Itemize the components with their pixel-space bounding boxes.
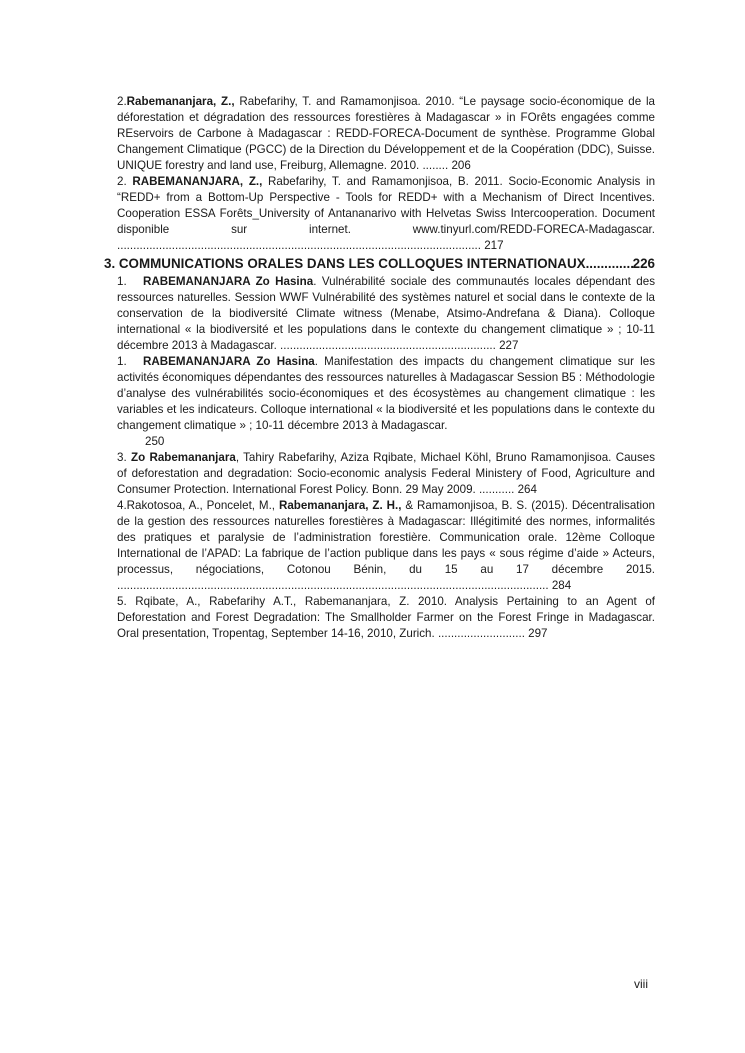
toc-entry bbox=[117, 594, 655, 642]
entry-coauthors: Rakotosoa, A., Poncelet, M., bbox=[126, 499, 279, 512]
section-page: 226 bbox=[632, 256, 655, 271]
entry-number: 2. bbox=[117, 95, 127, 108]
entry-author: Zo Rabemananjara bbox=[130, 451, 236, 464]
toc-entry bbox=[117, 498, 655, 594]
toc-entry bbox=[117, 354, 655, 450]
toc-entry bbox=[117, 94, 655, 174]
toc-entry bbox=[117, 450, 655, 498]
section-leader bbox=[586, 255, 633, 273]
entry-text: , Tahiry Rabefarihy, Aziza Rqibate, Michael Köhl, Bruno Ramamonjisoa. Causes of deforestation and degradation: Socio-economic analysis Federal Ministery of Food, Agriculture and Consumer Protection. International Forest Policy. Bonn. 29 May 2009. ........... 264 bbox=[117, 451, 656, 496]
entry-number: 3. bbox=[117, 451, 131, 464]
section-heading bbox=[104, 255, 655, 273]
section-title: 3. COMMUNICATIONS ORALES DANS LES COLLOQUES INTERNATIONAUX bbox=[104, 256, 586, 271]
entry-author: RABEMANANJARA, Z., bbox=[132, 175, 263, 188]
entry-number: 4. bbox=[117, 499, 127, 512]
entry-number: 5. bbox=[117, 595, 136, 608]
entry-author: RABEMANANJARA Zo Hasina bbox=[143, 275, 314, 288]
entry-text: Rabefarihy, T. and Ramamonjisoa, B. 2011. Socio-Economic Analysis in “REDD+ from a Bottom-Up Perspective - Tools for REDD+ with a Mechanism of Direct Incentives. Cooperation ESSA Forêts_University of Antananarivo with Helvetas Swiss Intercooperation. Document disponible sur internet. www.tinyurl.com/REDD-FORECA-Madagascar. ................................................................................................................. 217 bbox=[117, 175, 656, 252]
entry-author: RABEMANANJARA Zo Hasina bbox=[143, 355, 315, 368]
entry-page: 250 bbox=[145, 435, 165, 448]
entry-text: Rabefarihy, T. and Ramamonjisoa. 2010. “Le paysage socio-économique de la déforestation et dégradation des ressources forestières à Madagascar » in FOrêts engagées comme REservoirs de Carbone à Madagascar : REDD-FORECA-Document de synthèse. Programme Global Changement Climatique (PGCC) de la Direction du Développement et de la Coopération (DDC), Suisse. UNIQUE forestry and land use, Freiburg, Allemagne. 2010. ........ 206 bbox=[117, 95, 655, 172]
entry-text: & Ramamonjisoa, B. S. (2015). Décentralisation de la gestion des ressources naturelles forestières à Madagascar: Illégitimité des normes, informalités des pratiques et paralysie de l’administration forestière. Communication orale. 12ème Colloque International de l’APAD: La fabrique de l’action publique dans les pays « sous régime d’aide » Acteurs, processus, négociations, Cotonou Bénin, du 15 au 17 décembre 2015. ...................................................................................................................................... 284 bbox=[117, 499, 655, 592]
toc-entry bbox=[117, 274, 655, 354]
toc-entry bbox=[117, 174, 655, 254]
entry-text: . Vulnérabilité sociale des communautés locales dépendant des ressources naturelles. Session WWF Vulnérabilité des systèmes naturel et social dans le contexte de la conservation de la biodiversité Climate witness (Menabe, Atsimo-Andrefana & Diana). Colloque international « la biodiversité et les populations dans le contexte du changement climatique » ; 10-11 décembre 2013 à Madagascar. ................................................................... 227 bbox=[117, 275, 655, 352]
entry-author: Rabemananjara, Z. H., bbox=[278, 499, 402, 512]
entry-number: 2. bbox=[117, 175, 133, 188]
entry-text: . Manifestation des impacts du changement climatique sur les activités économiques dépendantes des ressources naturelles à Madagascar Session B5 : Méthodologie d’analyse des vulnérabilités socio-économiques et des écosystèmes au changement climatique : les variables et les indicateurs. Colloque international « la biodiversité et les populations dans le contexte du changement climatique » ; 10-11 décembre 2013 à Madagascar. bbox=[117, 355, 655, 432]
entry-number: 1. bbox=[117, 275, 127, 288]
entry-author: Rabemananjara, Z., bbox=[126, 95, 235, 108]
table-of-contents bbox=[104, 94, 656, 642]
entry-text: Rqibate, A., Rabefarihy A.T., Rabemananjara, Z. 2010. Analysis Pertaining to an Agent of Deforestation and Forest Degradation: The Smallholder Farmer on the Forest Fringe in Madagascar. Oral presentation, Tropentag, September 14-16, 2010, Zurich. ........................... 297 bbox=[117, 595, 655, 640]
entry-number: 1. bbox=[117, 355, 127, 368]
page-number: viii bbox=[634, 977, 648, 991]
